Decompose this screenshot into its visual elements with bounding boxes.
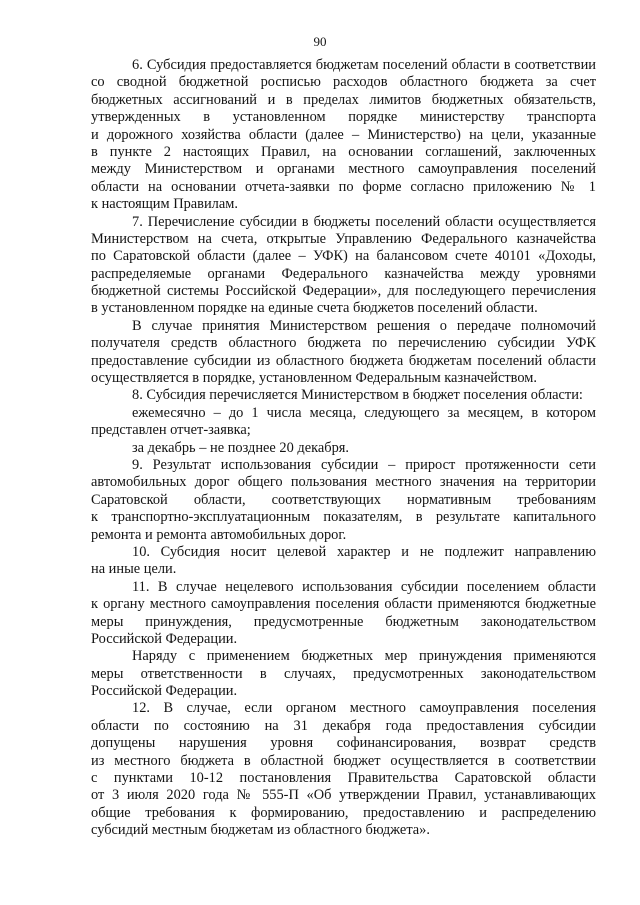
- text-line: в установленном порядке на единые счета бюджетов поселений области.: [91, 300, 538, 317]
- text-line: бюджетных ассигнований и в пределах лимитов бюджетных обязательств,: [91, 91, 596, 108]
- text-line: распределяемые органами Федерального казначейства между уровнями: [91, 265, 596, 282]
- text-line: 10. Субсидия носит целевой характер и не подлежит направлению: [132, 543, 596, 560]
- text-line: по Саратовской области (далее – УФК) на балансовом счете 40101 «Доходы,: [91, 248, 596, 265]
- text-line: Саратовской области, соответствующих нормативным требованиям: [91, 491, 596, 508]
- paragraph: [91, 57, 596, 214]
- paragraph: [91, 318, 596, 388]
- paragraph: [91, 648, 596, 700]
- text-line: получателя средств областного бюджета по перечислению субсидии УФК: [91, 335, 596, 352]
- text-line: и дорожного хозяйства области (далее – Министерство) на цели, указанные: [91, 126, 596, 143]
- text-line: с пунктами 10-12 постановления Правительства Саратовской области: [91, 770, 596, 787]
- text-line: к транспортно-эксплуатационным показателям, в результате капитального: [91, 509, 596, 526]
- text-line: от 3 июля 2020 года № 555-П «Об утверждении Правил, устанавливающих: [91, 787, 596, 804]
- paragraph: [91, 579, 596, 649]
- text-line: бюджетной системы Российской Федерации», для последующего перечисления: [91, 283, 596, 300]
- text-line: В случае принятия Министерством решения о передаче полномочий: [132, 317, 596, 334]
- text-line: автомобильных дорог общего пользования местного значения на территории: [91, 474, 596, 491]
- text-line: представлен отчет-заявка;: [91, 422, 251, 439]
- text-line: 6. Субсидия предоставляется бюджетам поселений области в соответствии: [132, 57, 596, 73]
- page-number: 90: [313, 34, 327, 49]
- paragraph: [91, 387, 596, 404]
- text-line: 12. В случае, если органом местного самоуправления поселения: [132, 700, 596, 717]
- text-line: со сводной бюджетной росписью расходов областного бюджета за счет: [91, 74, 596, 91]
- text-line: ремонта и ремонта автомобильных дорог.: [91, 526, 347, 543]
- text-line: области на основании отчета-заявки по форме согласно приложению № 1: [91, 178, 596, 195]
- text-line: в пункте 2 настоящих Правил, на основании соглашений, заключенных: [91, 143, 596, 160]
- text-line: ежемесячно – до 1 числа месяца, следующего за месяцем, в котором: [132, 404, 596, 421]
- paragraph: [91, 405, 596, 440]
- text-line: из местного бюджета в областной бюджет осуществляется в соответствии: [91, 752, 596, 769]
- text-line: утвержденных в установленном порядке министерству транспорта: [91, 109, 596, 126]
- text-line: общие требования к формированию, предоставлению и распределению: [91, 804, 596, 821]
- text-line: меры принуждения, предусмотренные бюджетным законодательством: [91, 613, 596, 630]
- paragraph: [91, 700, 596, 839]
- text-line: Наряду с применением бюджетных мер принуждения применяются: [132, 648, 596, 665]
- text-line: осуществляется в порядке, установленном Федеральным казначейством.: [91, 370, 537, 387]
- text-line: предоставление субсидии из областного бюджета бюджетам поселений области: [91, 352, 596, 369]
- paragraph: [91, 214, 596, 318]
- paragraph: [91, 457, 596, 544]
- text-line: области по состоянию на 31 декабря года предоставления субсидии: [91, 717, 596, 734]
- text-line: на иные цели.: [91, 561, 177, 578]
- document-body: [91, 57, 596, 840]
- text-line: за декабрь – не позднее 20 декабря.: [132, 439, 350, 456]
- paragraph: [91, 440, 596, 457]
- text-line: допущены нарушения уровня софинансирования, возврат средств: [91, 735, 596, 752]
- text-line: 11. В случае нецелевого использования субсидии поселением области: [132, 578, 596, 595]
- text-line: меры ответственности в случаях, предусмотренных законодательством: [91, 665, 596, 682]
- text-line: 9. Результат использования субсидии – прирост протяженности сети: [132, 456, 596, 473]
- text-line: к настоящим Правилам.: [91, 196, 238, 213]
- text-line: 7. Перечисление субсидии в бюджеты поселений области осуществляется: [132, 213, 596, 230]
- text-line: Российской Федерации.: [91, 683, 238, 700]
- text-line: 8. Субсидия перечисляется Министерством в бюджет поселения области:: [132, 387, 583, 404]
- text-line: Российской Федерации.: [91, 630, 238, 647]
- text-line: Министерством на счета, открытые Управлению Федерального казначейства: [91, 230, 596, 247]
- text-line: к органу местного самоуправления поселения области применяются бюджетные: [91, 596, 596, 613]
- text-line: между Министерством и органами местного самоуправления поселений: [91, 161, 596, 178]
- paragraph: [91, 544, 596, 579]
- text-line: субсидий местным бюджетам из областного бюджета».: [91, 822, 430, 839]
